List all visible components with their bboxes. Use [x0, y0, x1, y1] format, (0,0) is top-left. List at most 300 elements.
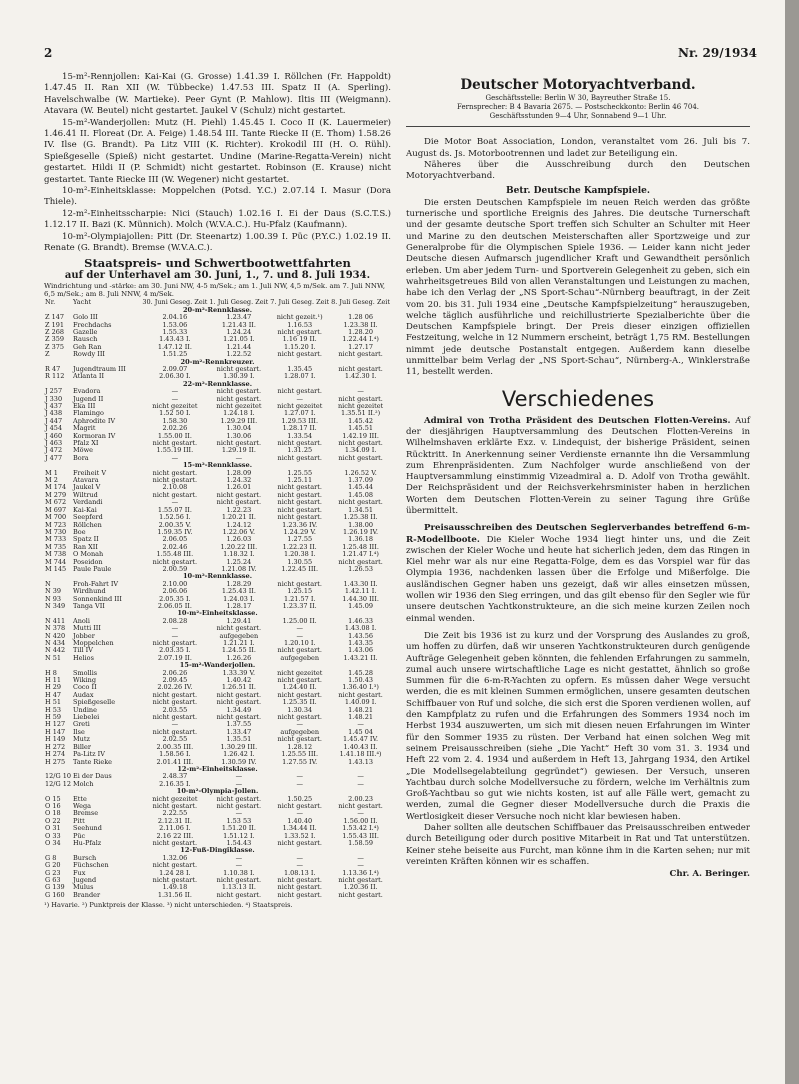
- race-time: 1.26.03: [226, 536, 252, 544]
- race-time: 1.22.23: [226, 506, 252, 514]
- race-time: 2.02.26: [162, 425, 188, 433]
- race-time: —: [235, 780, 243, 788]
- race-time: 1.58.56 I.: [159, 751, 191, 759]
- race-time: nicht gestart.: [277, 677, 322, 685]
- class-heading-row: [44, 307, 391, 314]
- race-time: 1.22.52: [226, 351, 252, 359]
- sail-number: M 174: [45, 484, 67, 492]
- table-row: [44, 559, 391, 566]
- race-time: 2.48.37: [162, 773, 188, 781]
- race-time: 1.23.37 II.: [282, 602, 317, 610]
- yacht-name: Wiking: [73, 677, 97, 685]
- sail-number: M 145: [45, 565, 67, 573]
- class-heading: 15-m²-Rennklasse.: [182, 462, 253, 470]
- race-time: 1.37.09: [348, 477, 373, 485]
- yacht-name: Ei der Daus: [73, 773, 112, 781]
- yacht-name: Geh Ran: [73, 343, 102, 351]
- table-row: [44, 684, 391, 691]
- class-heading: 10-m²-Rennklasse.: [182, 573, 253, 581]
- author-signature: Chr. A. Beringer.: [669, 869, 750, 880]
- race-time: 1.29.41: [226, 617, 252, 625]
- table-row: [44, 366, 391, 373]
- yacht-name: Freiheit V: [73, 469, 107, 477]
- table-row: [44, 714, 391, 721]
- results-paragraph: 10-m²-Olympiajollen: Pitt (Dr. Steenartz) 1.00.39 I. Püc (P.Y.C.) 1.02.19 II. Renate (G. Brandt). Bremse (W.V.A.C.).: [44, 231, 391, 254]
- table-row: [44, 336, 391, 343]
- dmv-paragraph: Näheres über die Ausschreibung durch den Deutschen Motoryachtverband.: [406, 159, 750, 182]
- table-row: [44, 625, 391, 632]
- sail-number: J 257: [45, 388, 63, 396]
- race-time: 2.00.59: [162, 565, 188, 573]
- class-heading: 22-m²-Rennklasse.: [182, 380, 253, 388]
- yacht-name: Greti: [73, 721, 90, 729]
- race-time: 1.31.56 II.: [157, 891, 192, 899]
- table-row: [44, 862, 391, 869]
- table-row: [44, 440, 391, 447]
- race-time: 2.06.26: [162, 669, 188, 677]
- race-time: nicht gestart.: [277, 839, 322, 847]
- race-time: nicht gestart.: [338, 691, 383, 699]
- race-time: 1.22.06 V.: [222, 528, 256, 536]
- race-time: 1.28.29: [226, 580, 252, 588]
- race-time: —: [235, 454, 243, 462]
- race-time: —: [296, 862, 303, 870]
- race-time: 1.45.44: [348, 484, 373, 492]
- race-time: 1.21.44: [226, 343, 252, 351]
- race-time: nicht gestart.: [338, 558, 383, 566]
- race-time: nicht gestart.: [277, 884, 322, 892]
- table-row: [44, 751, 391, 758]
- table-row: [44, 736, 391, 743]
- yacht-name: Audax: [73, 691, 94, 699]
- race-time: —: [296, 395, 303, 403]
- trotha-paragraph: [406, 416, 750, 518]
- race-time: 1.40.43 II.: [343, 743, 378, 751]
- yacht-name: Atavara: [73, 477, 99, 485]
- race-time: 1.37.55: [226, 721, 252, 729]
- class-heading-row: [44, 788, 391, 795]
- sail-number: N 93: [45, 595, 62, 603]
- race-time: 1.21.21 I.: [223, 640, 255, 647]
- race-time: 2.06.05 II.: [157, 602, 192, 610]
- sail-number: M 735: [45, 543, 67, 551]
- sail-number: H 8: [45, 669, 57, 677]
- race-time: 1.33.47: [226, 728, 252, 736]
- sail-number: N: [45, 580, 51, 588]
- race-time: 1.59.35 IV.: [157, 528, 193, 536]
- race-time: 2.11.06 I.: [159, 825, 191, 833]
- race-time: 1.55.48 III.: [156, 551, 194, 559]
- yacht-name: Bremse: [73, 810, 99, 818]
- yacht-name: Molch: [73, 780, 94, 788]
- race-time: —: [357, 773, 364, 781]
- divider: [406, 126, 750, 127]
- race-time: 2.10.08: [162, 484, 188, 492]
- race-time: 1.24.32: [226, 477, 252, 485]
- yacht-name: Pa-Litz IV: [73, 751, 105, 759]
- race-time: 1.45.28: [348, 669, 373, 677]
- race-time: 1.26.53: [348, 565, 373, 573]
- sail-number: J 437: [45, 403, 63, 410]
- race-time: nicht gestart.: [216, 691, 262, 699]
- race-time: 1.16.53: [287, 321, 313, 329]
- race-time: 1.27.55: [287, 536, 313, 544]
- table-row: [44, 596, 391, 603]
- yacht-name: Mutz: [73, 736, 90, 744]
- table-row: [44, 588, 391, 595]
- class-heading: 10-m²-Olympia-Jollen.: [176, 788, 259, 796]
- yacht-name: Till IV: [73, 647, 93, 655]
- race-time: 1.30.29 III.: [220, 743, 258, 751]
- sail-number: O 33: [45, 832, 61, 840]
- race-time: 1.43.06: [348, 647, 373, 655]
- race-time: nicht gestart.: [338, 351, 383, 359]
- table-row: [44, 603, 391, 610]
- table-row: [44, 877, 391, 884]
- class-heading: 10-m²-Einheitsklasse.: [177, 610, 258, 618]
- race-time: —: [171, 625, 179, 633]
- table-row: [44, 870, 391, 877]
- race-time: nicht gestart.: [338, 802, 383, 810]
- race-time: 2.10.00: [162, 580, 188, 588]
- dmv-title: Deutscher Motoryachtverband.: [460, 77, 696, 93]
- preis-text: Die Kieler Woche 1934 liegt hinter uns, und die Zeit zwischen der Kieler Woche und heute hat sicherlich jeden, dem das Ringen in Kiel mehr war als nur eine Regatta-Folge, dem es das Vorspiel war für das Olympia 1936, nachdenken lassen über die Erfolge und Mißerfolge. Die ausländischen Gegner haben uns gezeigt, daß wir alles einsetzen müssen, wollen wir 1936 den Sieg erringen, und das gilt ebenso für den Segler wie für unsere deutschen Yachtkonstrukteure, an die sich meine kurzen Zeilen noch einmal wenden.: [406, 534, 750, 624]
- yacht-name: Jugend II: [73, 395, 104, 403]
- race-time: nicht gestart.: [152, 877, 198, 884]
- race-time: 1.43.13: [348, 758, 373, 766]
- race-time: 1.55.07 II.: [157, 506, 192, 514]
- race-time: 1.25.38 II.: [343, 514, 378, 522]
- race-time: —: [171, 395, 179, 403]
- race-time: —: [296, 854, 303, 862]
- yacht-name: Atlanta II: [73, 373, 105, 381]
- sail-number: G 160: [45, 891, 65, 899]
- race-time: 1.23.47: [226, 314, 252, 322]
- race-time: 1.25.35 II.: [282, 699, 317, 707]
- table-footnote: ¹) Havarie. ²) Punktpreis der Klasse. ³) nicht unterschieden. ⁴) Staatspreis.: [44, 901, 293, 910]
- race-time: 2.06.06: [162, 588, 188, 596]
- race-time: 1.40.40: [287, 817, 313, 825]
- race-time: —: [235, 773, 243, 781]
- race-time: 1.10.38 I.: [223, 869, 255, 877]
- table-row: [44, 499, 391, 506]
- class-heading-row: [44, 462, 391, 469]
- table-row: [44, 314, 391, 321]
- yacht-name: Tante Rieke: [73, 758, 113, 766]
- yacht-name: Kai-Kai: [73, 506, 97, 514]
- sail-number: N 51: [45, 654, 62, 662]
- race-time: nicht gestart.: [152, 714, 198, 722]
- race-time: 1.23.36 IV.: [282, 521, 318, 529]
- race-time: nicht gestart.: [216, 714, 262, 722]
- race-time: nicht gestart.: [277, 647, 322, 655]
- yacht-name: Gazelle: [73, 328, 98, 336]
- sail-number: Z: [45, 351, 50, 359]
- results-table: [44, 299, 391, 899]
- race-time: 1.18.32 I.: [223, 551, 255, 559]
- race-time: nicht gestart.: [216, 891, 262, 899]
- race-time: nicht gestart.: [216, 388, 262, 396]
- race-time: 2.09.45: [162, 677, 188, 685]
- staatspreis-subtitle: auf der Unterhavel am 30. Juni, 1., 7. und 8. Juli 1934.: [64, 269, 371, 281]
- class-heading-row: [44, 573, 391, 580]
- sail-number: N 378: [45, 625, 66, 633]
- race-time: 1.36.40 I.³): [342, 684, 379, 692]
- table-row: [44, 551, 391, 558]
- column-header: 30. Juni Geseg. Zeit: [142, 299, 208, 307]
- race-time: 1.42.30 I.: [344, 373, 377, 381]
- column-header: Nr.: [45, 299, 56, 307]
- race-time: nicht gestart.: [277, 499, 322, 507]
- race-time: 1.29.29 III.: [220, 417, 258, 425]
- issue-number: Nr. 29/1934: [677, 46, 757, 60]
- race-time: nicht gestart.: [152, 469, 198, 477]
- race-time: 1.24 28 I.: [159, 869, 191, 877]
- race-time: 1.22.23 II.: [282, 543, 317, 551]
- race-time: 1.43.30 II.: [343, 580, 378, 588]
- yacht-name: Undine: [73, 706, 97, 714]
- race-time: 1.25.43 II.: [221, 588, 256, 596]
- race-time: 1.30.34: [287, 706, 313, 714]
- race-time: nicht gestart.: [216, 795, 262, 803]
- yacht-name: Pfalz XI: [73, 440, 99, 448]
- race-time: 1.28.07 I.: [283, 373, 316, 381]
- race-time: 1.31.25: [287, 447, 313, 455]
- table-row: [44, 884, 391, 891]
- race-time: 1.53.06: [162, 321, 188, 329]
- sail-number: G 63: [45, 877, 61, 884]
- table-row: [44, 373, 391, 380]
- race-time: nicht gestart.: [152, 491, 198, 499]
- race-time: 1.43.08 I.: [344, 625, 377, 633]
- yacht-name: Püc: [73, 832, 86, 840]
- table-row: [44, 322, 391, 329]
- race-time: 2.05.35 I.: [159, 595, 191, 603]
- race-time: —: [357, 780, 364, 788]
- race-time: nicht gestart.: [277, 877, 322, 884]
- race-time: nicht gestart.: [152, 802, 198, 810]
- race-time: nicht gestart.: [277, 691, 322, 699]
- race-time: 1.33.52 I.: [283, 832, 316, 840]
- table-row: [44, 633, 391, 640]
- yacht-name: Froh-Fahrt IV: [73, 580, 119, 588]
- yacht-name: Rausch: [73, 336, 98, 344]
- race-time: 1.28.12: [287, 743, 313, 751]
- sail-number: 12/G 10: [45, 773, 71, 781]
- trotha-lead: Admiral von Trotha Präsident des Deutschen Flotten-Vereins.: [424, 415, 731, 426]
- race-time: nicht gestart.: [152, 440, 198, 448]
- sail-number: G 20: [45, 862, 61, 870]
- sail-number: J 472: [45, 447, 63, 455]
- yacht-name: Jugend: [73, 877, 97, 884]
- table-row: [44, 855, 391, 862]
- sail-number: M 733: [45, 536, 67, 544]
- race-time: 1.47.12 II.: [157, 343, 192, 351]
- race-time: 1.34.51: [348, 506, 373, 514]
- race-time: —: [296, 721, 303, 729]
- race-time: 1.24.18 I.: [223, 410, 255, 418]
- race-time: 1.24.24: [226, 328, 252, 336]
- race-time: 1.26.19 IV.: [343, 528, 379, 536]
- race-time: 1.34.49: [226, 706, 252, 714]
- sail-number: G 23: [45, 869, 61, 877]
- race-time: 1.40.09 I.: [344, 699, 377, 707]
- race-time: nicht gezeitet: [277, 669, 323, 677]
- race-time: nicht gestart.: [277, 328, 322, 336]
- race-time: —: [357, 388, 364, 396]
- race-time: 1.13.13 II.: [221, 884, 256, 892]
- table-row: [44, 351, 391, 358]
- table-row: [44, 618, 391, 625]
- race-time: nicht gestart.: [216, 440, 262, 448]
- dmv-paragraph: Die Motor Boat Association, London, veranstaltet vom 26. Juli bis 7. August ds. Js. Motorbootrennen und ladet zur Beteiligung ein.: [406, 137, 750, 159]
- sail-number: O 18: [45, 810, 61, 818]
- race-time: 2.16.35 I.: [159, 780, 191, 788]
- race-time: 1.28.09: [226, 469, 252, 477]
- race-time: nicht gestart.: [152, 558, 198, 566]
- yacht-name: Röllchen: [73, 521, 102, 529]
- table-row: [44, 433, 391, 440]
- race-time: nicht gestart.: [216, 491, 262, 499]
- sail-number: H 53: [45, 706, 62, 714]
- class-heading-row: [44, 610, 391, 617]
- race-time: 1.56.00 II.: [343, 817, 378, 825]
- race-time: 1.25.48 III.: [342, 543, 379, 551]
- race-time: 1.25.55: [287, 469, 313, 477]
- race-time: nicht gestart.: [152, 728, 198, 736]
- sail-number: 12/G 12: [45, 780, 71, 788]
- race-time: nicht gestart.: [152, 862, 198, 870]
- sail-number: Z 147: [45, 314, 64, 322]
- table-row: [44, 677, 391, 684]
- race-time: 1.20.10 I.: [283, 640, 316, 647]
- race-time: 1.55.00 II.: [157, 432, 192, 440]
- sail-number: M 1: [45, 469, 58, 477]
- race-time: nicht gestart.: [152, 477, 198, 485]
- sail-number: M 279: [45, 491, 67, 499]
- yacht-name: Tanga VII: [73, 602, 105, 610]
- yacht-name: Biller: [73, 743, 91, 751]
- race-time: 1.29.53 III.: [281, 417, 319, 425]
- race-time: 1.52 50 I.: [159, 410, 191, 418]
- sail-number: N 349: [45, 602, 66, 610]
- table-row: [44, 507, 391, 514]
- race-time: 1.30.55: [287, 558, 313, 566]
- sail-number: M 744: [45, 558, 67, 566]
- race-time: —: [171, 632, 179, 640]
- table-row: [44, 640, 391, 647]
- class-heading: 20-m²-Rennkreuzer.: [180, 358, 255, 366]
- race-time: 2.06.05: [162, 536, 188, 544]
- race-time: aufgegeben: [280, 728, 320, 736]
- race-time: 1.55.43 III.: [342, 832, 379, 840]
- race-time: 1.36.18: [348, 536, 373, 544]
- race-time: —: [357, 862, 364, 870]
- sail-number: J 460: [45, 432, 63, 440]
- table-row: [44, 566, 391, 573]
- race-time: 1.25.24: [226, 558, 252, 566]
- yacht-name: Hu-Pfalz: [73, 839, 102, 847]
- table-row: [44, 796, 391, 803]
- race-time: nicht gestart.: [277, 351, 322, 359]
- results-paragraph: 12-m²-Einheitsscharpie: Nici (Stauch) 1.02.16 I. Ei der Daus (S.C.T.S.) 1.12.17 II. Bazi (K. Münnich). Molch (W.V.A.C.). Hu-Pfalz (Kaufmann).: [44, 208, 391, 231]
- yacht-name: Füchschen: [73, 862, 109, 870]
- sail-number: M 723: [45, 521, 67, 529]
- race-time: 2.02.46: [162, 543, 188, 551]
- table-row: [44, 544, 391, 551]
- race-time: 1.45.47 IV.: [343, 736, 379, 744]
- table-row: [44, 410, 391, 417]
- race-time: nicht gestart.: [277, 506, 322, 514]
- race-time: 1.21.05 I.: [223, 336, 255, 344]
- yacht-name: Ilse: [73, 728, 85, 736]
- sail-number: H 47: [45, 691, 62, 699]
- sail-number: O 16: [45, 802, 61, 810]
- article-paragraph: Daher sollten alle deutschen Schiffbauer das Preisausschreiben entweder durch Beteiligung oder durch positive Mitarbeit in Rat und Tat unterstützen. Keiner stehe beiseite aus Furcht, man könne ihm in die Karten sehen; nur mit vereinten Kräften können wir es schaffen.: [406, 823, 750, 867]
- race-time: 1.08.13 I.: [283, 869, 316, 877]
- table-row: [44, 536, 391, 543]
- class-heading: 12-Fuß-Dingiklasse.: [180, 847, 255, 855]
- yacht-name: Evadora: [73, 388, 101, 396]
- race-time: nicht gestart.: [338, 395, 383, 403]
- race-time: 1.45 04: [348, 728, 373, 736]
- table-row: [44, 514, 391, 521]
- race-time: 2.01.41 III.: [156, 758, 194, 766]
- race-time: 2.00.35 III.: [156, 743, 194, 751]
- race-time: 1.33.54: [287, 432, 313, 440]
- race-time: nicht gestart.: [216, 802, 262, 810]
- race-time: aufgegeben: [219, 632, 259, 640]
- sail-number: J 447: [45, 417, 63, 425]
- race-time: 1.21.57 I.: [283, 595, 316, 603]
- yacht-name: Poseidon: [73, 558, 103, 566]
- right-column: [406, 72, 750, 881]
- results-paragraph: 15-m²-Wanderjollen: Mutz (H. Piehl) 1.45.45 I. Coco II (K. Lauermeier) 1.46.41 II. Floreat (Dr. A. Feige) 1.48.54 III. Tante Riecke II (E. Thom) 1.58.26 IV. Ilse (G. Brandt). Pa Litz VIII (K. Richter). Krokodil III (H. O. Rühl). Spießgeselle (Spieß) nicht gestartet. Undine (Marine-Regatta-Verein) nicht gestartet. Hildi II (P. Schmidt) nicht gestartet. Robinson (E. Krause) nicht gestartet. Tante Riecke III (W. Wegener) nicht gestartet.: [44, 117, 391, 185]
- race-time: 1.42.19 III.: [342, 432, 379, 440]
- dmv-address: Geschäftsstelle: Berlin W 30, Bayreuther Straße 15.: [485, 94, 671, 102]
- race-time: nicht gestart.: [277, 580, 322, 588]
- yacht-name: Jaukel V: [73, 484, 101, 492]
- yacht-name: Brander: [73, 891, 101, 899]
- race-time: 1.44.30 III.: [342, 595, 379, 603]
- race-time: 1.28.17 II.: [282, 425, 317, 433]
- class-heading: 12-m²-Einheitsklasse.: [177, 765, 258, 773]
- race-time: 2.03.55: [162, 706, 188, 714]
- yacht-name: Rowdy III: [73, 351, 105, 359]
- race-time: —: [235, 854, 243, 862]
- race-time: 1.40.42: [226, 677, 252, 685]
- table-header-row: [44, 299, 391, 306]
- table-row: [44, 484, 391, 491]
- table-row: [44, 581, 391, 588]
- sail-number: J 463: [45, 440, 63, 448]
- table-row: [44, 447, 391, 454]
- race-time: nicht gestart.: [277, 388, 322, 396]
- race-time: 2.16 22 III.: [156, 832, 194, 840]
- sail-number: Z 268: [45, 328, 64, 336]
- race-time: 1.48.21: [348, 706, 373, 714]
- yacht-name: Verdandi: [73, 499, 103, 507]
- race-time: 2.00.35 V.: [158, 521, 192, 529]
- table-row: [44, 759, 391, 766]
- race-time: nicht gestart.: [152, 839, 198, 847]
- race-time: nicht gestart.: [277, 491, 322, 499]
- table-row: [44, 455, 391, 462]
- race-time: nicht gestart.: [277, 484, 322, 492]
- race-time: 1.26.42 I.: [223, 751, 255, 759]
- table-row: [44, 892, 391, 899]
- yacht-name: Paule Paule: [73, 565, 112, 573]
